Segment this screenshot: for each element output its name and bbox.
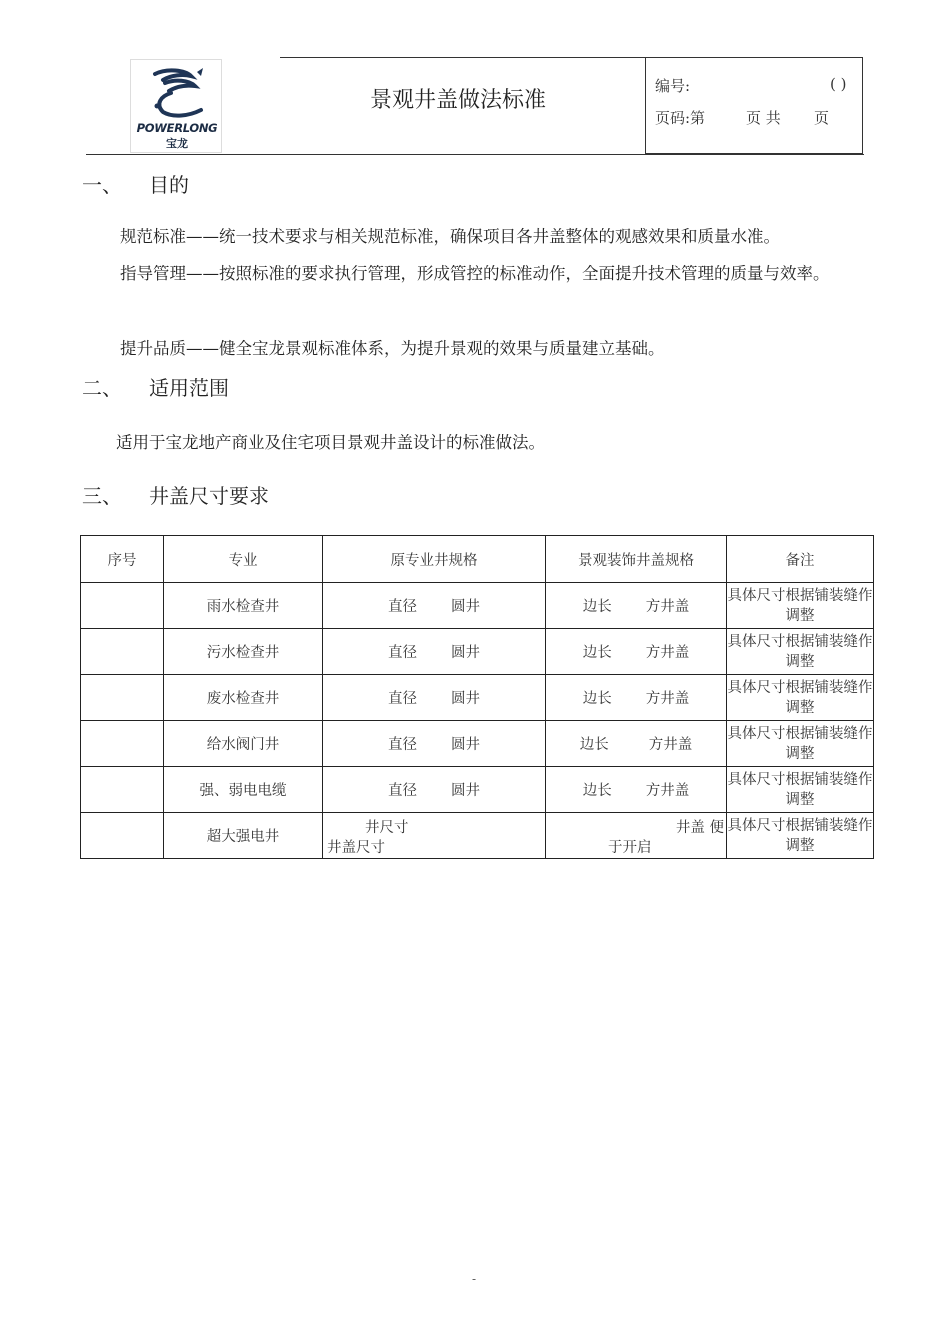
page-mid-label: 页 共 <box>746 109 781 127</box>
cell-remark: 具体尺寸根据铺装缝作调整 <box>727 629 874 675</box>
table-row <box>81 721 874 767</box>
paragraph: 规范标准——统一技术要求与相关规范标准，确保项目各井盖整体的观感效果和质量水准。 <box>120 227 780 246</box>
column-header-index: 序号 <box>81 536 164 583</box>
page-footer-mark: - <box>472 1272 477 1286</box>
spec-dimension: 直径 <box>388 783 417 799</box>
spec-shape: 圆井 <box>451 783 480 799</box>
cell-deco-spec <box>546 721 727 767</box>
cell-index <box>81 721 164 767</box>
cell-discipline: 强、弱电电缆 <box>164 767 323 813</box>
spec-line: 于开启 <box>608 840 652 856</box>
section-number: 二、 <box>82 376 122 400</box>
column-header-original-spec: 原专业井规格 <box>323 536 546 583</box>
section-title: 适用范围 <box>149 376 229 400</box>
section-number: 一、 <box>82 173 122 197</box>
table-row <box>81 767 874 813</box>
spec-shape: 方井盖 <box>645 599 690 615</box>
cell-original-spec <box>323 813 546 859</box>
column-header-deco-spec: 景观装饰井盖规格 <box>546 536 727 583</box>
spec-shape: 方井盖 <box>645 783 690 799</box>
spec-shape: 圆井 <box>451 645 480 661</box>
spec-shape: 圆井 <box>451 691 480 707</box>
table-header-row <box>81 536 874 583</box>
cell-discipline: 超大强电井 <box>164 813 323 859</box>
spec-shape: 圆井 <box>451 737 480 753</box>
code-paren: ( ) <box>830 75 847 93</box>
cell-index <box>81 583 164 629</box>
cell-index <box>81 767 164 813</box>
logo-text-cn: 宝龙 <box>166 137 188 150</box>
paragraph: 适用于宝龙地产商业及住宅项目景观井盖设计的标准做法。 <box>116 433 545 452</box>
cell-index <box>81 813 164 859</box>
page-end-label: 页 <box>814 109 830 127</box>
cell-remark: 具体尺寸根据铺装缝作调整 <box>727 583 874 629</box>
section-heading-scope <box>82 372 229 401</box>
cell-deco-spec <box>546 583 727 629</box>
cell-original-spec <box>323 583 546 629</box>
cell-discipline: 雨水检查井 <box>164 583 323 629</box>
header-bottom-rule <box>86 154 864 155</box>
spec-shape: 方井盖 <box>645 691 690 707</box>
code-label: 编号: <box>655 77 691 95</box>
section-title: 井盖尺寸要求 <box>149 484 269 508</box>
spec-dimension: 边长 <box>582 599 612 615</box>
cell-index <box>81 629 164 675</box>
column-header-discipline: 专业 <box>164 536 323 583</box>
section-heading-size <box>82 480 269 509</box>
cell-index <box>81 675 164 721</box>
cell-original-spec <box>323 767 546 813</box>
cell-deco-spec <box>546 675 727 721</box>
spec-shape: 圆井 <box>451 599 480 615</box>
doc-meta-box <box>645 57 863 154</box>
spec-dimension: 直径 <box>388 599 417 615</box>
spec-shape: 方井盖 <box>648 737 693 753</box>
column-header-remark: 备注 <box>727 536 874 583</box>
spec-dimension: 边长 <box>582 783 612 799</box>
cell-remark: 具体尺寸根据铺装缝作调整 <box>727 767 874 813</box>
spec-dimension: 直径 <box>388 691 417 707</box>
table-row <box>81 813 874 859</box>
spec-line: 井盖尺寸 <box>327 840 385 856</box>
spec-line: 井盖 便 <box>675 820 724 836</box>
cell-discipline: 污水检查井 <box>164 629 323 675</box>
spec-dimension: 边长 <box>582 691 612 707</box>
cell-original-spec <box>323 675 546 721</box>
cover-size-table <box>80 535 874 859</box>
logo-text-en: POWERLONG <box>136 121 218 135</box>
cell-original-spec <box>323 721 546 767</box>
spec-line: 井尺寸 <box>365 820 409 836</box>
cell-remark: 具体尺寸根据铺装缝作调整 <box>727 813 874 859</box>
section-heading-purpose <box>82 169 189 198</box>
spec-shape: 方井盖 <box>645 645 690 661</box>
document-title: 景观井盖做法标准 <box>369 88 546 113</box>
cell-discipline: 废水检查井 <box>164 675 323 721</box>
paragraph: 提升品质——健全宝龙景观标准体系，为提升景观的效果与质量建立基础。 <box>120 339 665 358</box>
cell-deco-spec <box>546 813 727 859</box>
cell-remark: 具体尺寸根据铺装缝作调整 <box>727 675 874 721</box>
table-row <box>81 583 874 629</box>
section-number: 三、 <box>82 484 122 508</box>
spec-dimension: 直径 <box>388 645 417 661</box>
spec-dimension: 边长 <box>579 737 609 753</box>
table-row <box>81 675 874 721</box>
cell-original-spec <box>323 629 546 675</box>
spec-dimension: 边长 <box>582 645 612 661</box>
header-top-rule <box>280 57 646 58</box>
paragraph: 指导管理——按照标准的要求执行管理，形成管控的标准动作，全面提升技术管理的质量与效率。 <box>120 264 830 283</box>
spec-dimension: 直径 <box>388 737 417 753</box>
table-row <box>81 629 874 675</box>
cell-remark: 具体尺寸根据铺装缝作调整 <box>727 721 874 767</box>
cell-deco-spec <box>546 767 727 813</box>
page-label: 页码:第 <box>655 109 706 127</box>
section-title: 目的 <box>149 173 189 197</box>
cell-deco-spec <box>546 629 727 675</box>
dragon-logo-icon <box>145 66 209 122</box>
cell-discipline: 给水阀门井 <box>164 721 323 767</box>
company-logo <box>130 59 222 153</box>
